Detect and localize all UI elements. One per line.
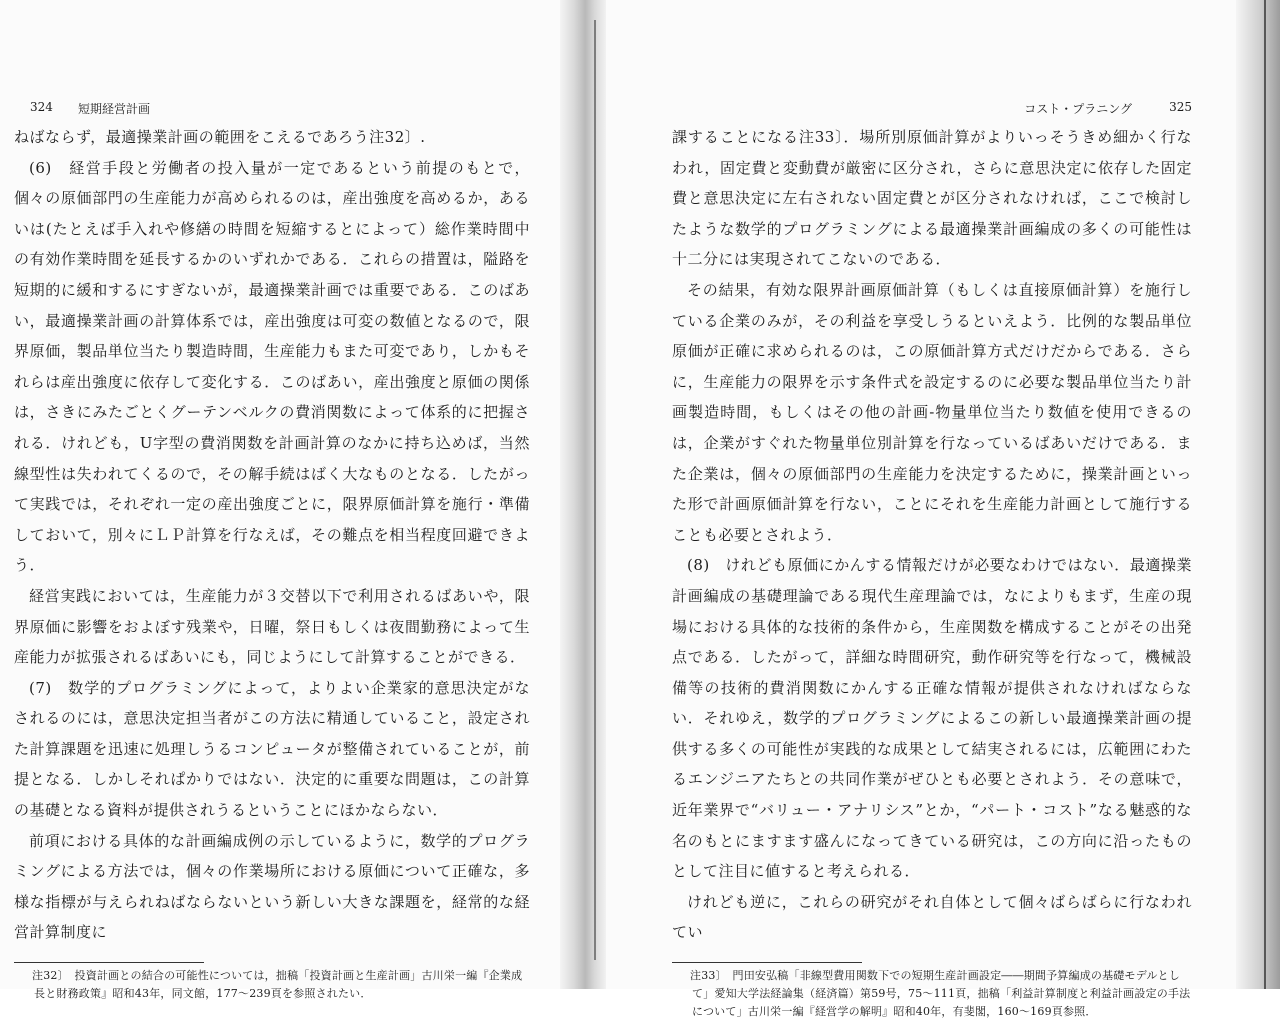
scan-edge-shadow	[1236, 0, 1280, 989]
paragraph: 経営実践においては，生産能力が３交替以下で利用されるばあいや，限界原価に影響をおよぼす残業や，日曜，祭日もしくは夜間勤務によって生産能力が拡張されるばあいにも，同じようにして計算することができる．	[14, 586, 530, 667]
right-footnote: 注33〕 門田安弘稿「非線型費用関数下での短期生産計画設定――期間予算編成の基礎モデルとして」愛知大学法経論集（経済篇）第59号，75～111頁，拙稿「利益計算制度と利益計画設定の手法について」古川栄一編『経営学の解明』昭和40年，有斐閣，160～169頁参照．	[690, 969, 1191, 1019]
left-footnote: 注32〕 投資計画との結合の可能性については，拙稿「投資計画と生産計画」古川栄一編『企業成長と財務政策』昭和43年，同文館，177～239頁を参照されたい．	[32, 969, 523, 1001]
right-running-title: コスト・プラニング	[1024, 102, 1132, 116]
left-body-text	[14, 122, 530, 948]
paragraph: (8) けれども原価にかんする情報だけが必要なわけではない．最適操業計画編成の基礎理論である現代生産理論では，なによりもまず，生産の現場における具体的な技術的条件から，生産関数を構成することがその出発点である．したがって，詳細な時間研究，動作研究等を行なって，機械設備等の技術的費消関数にかんする正確な情報が提供されなければならない．それゆえ，数学的プログラミングによるこの新しい最適操業計画の提供する多くの可能性が実践的な成果として結実されるには，広範囲にわたるエンジニアたちとの共同作業がぜひとも必要とされよう．その意味で，近年業界で“バリュー・アナリシス”とか，“パート・コスト”なる魅惑的な名のもとにますます盛んになってきている研究は，この方向に沿ったものとして注目に値すると考えられる．	[672, 556, 1192, 881]
footnote-rule	[14, 962, 204, 963]
right-page-number: 325	[1169, 100, 1192, 114]
paragraph: けれども逆に，これらの研究がそれ自体として個々ばらばらに行なわれてい	[672, 892, 1192, 942]
paragraph: その結果，有効な限界計画原価計算（もしくは直接原価計算）を施行している企業のみが，その利益を享受しうるといえよう．比例的な製品単位原価が正確に求められるのは，この原価計算方式だけだからである．さらに，生産能力の限界を示す条件式を設定するのに必要な製品単位当たり計画製造時間，もしくはその他の計画-物量単位当たり数値を使用できるのは，企業がすぐれた物量単位別計算を行なっているばあいだけである．また企業は，個々の原価部門の生産能力を決定するために，操業計画といった形で計画原価計算を行ない，ことにそれを生産能力計画として施行することも必要とされよう．	[672, 280, 1192, 544]
right-running-head	[672, 94, 1192, 122]
left-running-title: 短期経営計画	[78, 102, 151, 116]
scan-edge-line	[1264, 0, 1266, 989]
paragraph: ねばならず，最適操業計画の範囲をこえるであろう注32〕.	[14, 128, 426, 146]
paragraph: (7) 数学的プログラミングによって，よりよい企業家的意思決定がなされるのには，意思決定担当者がこの方法に精通していること，設定された計算課題を迅速に処理しうるコンピュータが整備されていることが，前提となる．しかしそれぱかりではない．決定的に重要な問題は，この計算の基礎となる資料が提供されうるということにほかならない．	[14, 678, 530, 820]
book-gutter-line	[594, 20, 596, 960]
right-page	[672, 94, 1192, 1021]
paragraph: (6) 経営手段と労働者の投入量が一定であるという前提のもとで，個々の原価部門の生産能力が高められるのは，産出強度を高めるか，あるいは(たとえば手入れや修繕の時間を短縮するとによって）総作業時間中の有効作業時間を延長するかのいずれかである．これらの措置は，隘路を短期的に緩和するにすぎないが，最適操業計画では重要である．このばあい，最適操業計画の計算体系では，産出強度は可変の数値となるので，限界原価，製品単位当たり製造時間，生産能力もまた可変であり，しかもそれらは産出強度に依存して変化する．このばあい，産出強度と原価の関係は，さきにみたごとくグーテンベルクの費消関数によって体系的に把握される．けれども，U字型の費消関数を計画計算のなかに持ち込めば，当然線型性は失われてくるので，その解手続はばく大なものとなる．したがって実践では，それぞれ一定の産出強度ごとに，限界原価計算を施行・準備しておいて，別々にＬＰ計算を行なえば，その難点を相当程度回避できよう．	[14, 158, 530, 575]
left-running-head	[14, 94, 530, 122]
paragraph: 前項における具体的な計画編成例の示しているように，数学的プログラミングによる方法では，個々の作業場所における原価について正確な，多様な指標が与えられねばならないという新しい大きな課題を，経常的な経営計算制度に	[14, 831, 530, 942]
left-page	[14, 94, 530, 1003]
book-gutter-shadow	[560, 0, 606, 989]
right-body-text	[672, 122, 1192, 948]
paragraph: 課することになる注33〕．場所別原価計算がよりいっそうきめ細かく行なわれ，固定費と変動費が厳密に区分され，さらに意思決定に依存した固定費と意思決定に左右されない固定費とが区分されなければ，ここで検討したような数学的プログラミングによる最適操業計画編成の多くの可能性は十二分には実現されてこないのである．	[672, 128, 1192, 269]
footnote-rule	[672, 962, 862, 963]
left-page-number: 324	[30, 100, 53, 114]
